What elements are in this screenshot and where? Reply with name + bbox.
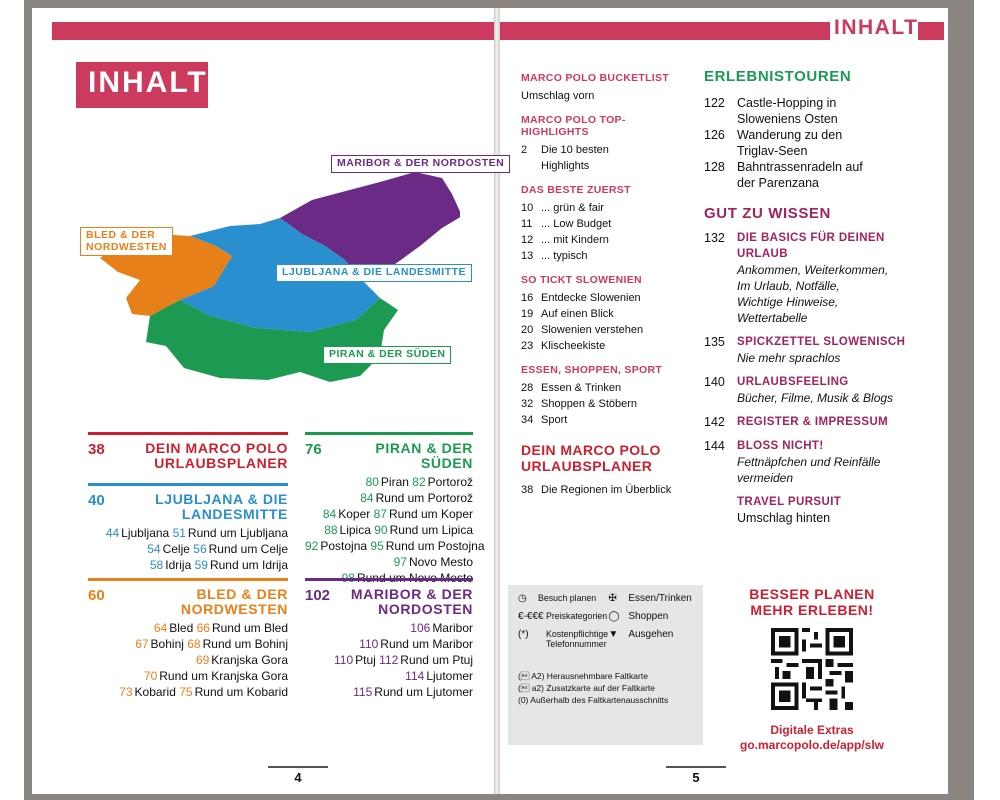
toc-entry-page: 132 — [704, 231, 725, 245]
region-rows — [88, 620, 288, 700]
toc-entry — [521, 232, 691, 248]
legend-note: ( a2) Zusatzkarte auf der Faltkarte — [518, 683, 655, 693]
toc-entry-heading: REGISTER & IMPRESSUM — [737, 416, 889, 428]
toc-entry-text: Rund um Koper — [388, 507, 473, 522]
legend-label: Preiskategorien — [546, 611, 608, 621]
toc-entry-heading: DIE BASICS FÜR DEINEN — [737, 232, 885, 244]
toc-entry-desc: Im Urlaub, Notfälle, — [737, 279, 840, 293]
symbol-legend — [508, 585, 703, 745]
toc-entry-text: Castle-Hopping in — [737, 96, 837, 110]
region-title-line1: LJUBLJANA & DIE — [155, 491, 288, 507]
toc-entry-bloss-nicht — [704, 438, 934, 486]
section-heading: ESSEN, SHOPPEN, SPORT — [521, 364, 663, 376]
promo-headline-1: BESSER PLANEN — [749, 586, 875, 602]
section-heading: DAS BESTE ZUERST — [521, 184, 631, 196]
section-heading: MARCO POLO BUCKETLIST — [521, 72, 670, 84]
toc-entry-page: 44 — [105, 526, 120, 541]
toc-entry-page: 84 — [360, 491, 374, 506]
toc-entry-page: 10 — [521, 202, 534, 214]
clock-icon: ◷ — [518, 593, 527, 604]
cutlery-icon: ✠ — [608, 593, 617, 604]
toc-entry — [521, 338, 691, 354]
toc-entry-page: 135 — [704, 335, 725, 349]
toc-entry-tour — [704, 127, 934, 159]
toc-entry-page: 13 — [521, 250, 534, 262]
toc-entry-text: Rund um Ptuj — [400, 653, 473, 668]
toc-entry-desc: Nie mehr sprachlos — [737, 351, 841, 365]
toc-entry-text: Rund um Idrija — [209, 558, 288, 573]
toc-row — [88, 668, 288, 684]
toc-row — [305, 554, 473, 570]
toc-entry-text: Die 10 besten — [541, 144, 609, 156]
toc-row — [88, 636, 288, 652]
toc-entry-page: 90 — [374, 523, 388, 538]
toc-entry-page: 87 — [373, 507, 387, 522]
header-stripe-left — [52, 22, 494, 40]
toc-entry-page: 114 — [405, 669, 425, 684]
toc-entry-desc: Bücher, Filme, Musik & Blogs — [737, 391, 894, 405]
toc-entry-page: 73 — [119, 685, 133, 700]
toc-entry — [521, 216, 691, 232]
toc-entry-page: 58 — [149, 558, 164, 573]
region-title-line1: BLED & DER — [196, 586, 288, 602]
toc-entry-desc: Wettertabelle — [737, 311, 808, 325]
toc-entry-page: 11 — [521, 218, 533, 230]
region-page: 102 — [305, 587, 331, 604]
toc-entry-text: Klischeekiste — [541, 340, 606, 352]
toc-entry-text: Sport — [541, 414, 568, 426]
toc-entry-page: 126 — [704, 128, 725, 142]
toc-entry-text: Wanderung zu den — [737, 128, 843, 142]
section-heading-line1: DEIN MARCO POLO — [521, 442, 661, 458]
promo-extras-label: Digitale Extras — [770, 723, 854, 737]
toc-entry-text: Ljubljana — [121, 526, 170, 541]
region-page: 60 — [88, 587, 105, 604]
toc-entry-page: 20 — [521, 324, 534, 336]
toc-entry-page: 54 — [147, 542, 161, 557]
toc-entry-page: 144 — [704, 439, 725, 453]
toc-section-highlights — [521, 114, 691, 174]
toc-row — [305, 522, 473, 538]
toc-entry-text: Bahntrassenradeln auf — [737, 160, 863, 174]
toc-entry-page: 59 — [194, 558, 208, 573]
toc-entry-page: 97 — [393, 555, 407, 570]
toc-row — [88, 620, 288, 636]
toc-entry-basics — [704, 230, 934, 326]
erlebnis-list — [704, 95, 934, 191]
toc-row — [305, 652, 473, 668]
toc-entry-heading: BLOSS NICHT! — [737, 440, 824, 452]
toc-entry-heading: URLAUBSFEELING — [737, 376, 849, 388]
page-number-rule — [666, 766, 726, 768]
legend-label: Shoppen — [628, 611, 669, 622]
legend-note: (0) Außerhalb des Faltkartenausschnitts — [518, 695, 669, 705]
map-label-maribor: MARIBOR & DER NORDOSTEN — [331, 155, 510, 173]
toc-entry-text: Portorož — [427, 475, 473, 490]
region-title-line2: URLAUBSPLANER — [154, 454, 288, 471]
region-rows — [305, 474, 485, 586]
cocktail-glass-icon: ▼ — [608, 629, 619, 640]
toc-entry-text: Rund um Celje — [208, 542, 288, 557]
toc-entry-text: Rund um Ljutomer — [374, 685, 473, 700]
toc-entry-spickzettel — [704, 334, 934, 366]
toc-entry-page: 64 — [153, 621, 168, 636]
region-piran — [305, 432, 485, 586]
toc-entry-text: ... mit Kindern — [541, 234, 609, 246]
toc-entry-text: Novo Mesto — [408, 555, 473, 570]
toc-entry-text: Rund um Maribor — [380, 637, 473, 652]
toc-section-bucketlist — [521, 72, 691, 104]
toc-row — [88, 525, 288, 541]
toc-entry-text: ... Low Budget — [541, 218, 612, 230]
toc-entry-page: 92 — [305, 539, 319, 554]
toc-section-tickt — [521, 274, 691, 354]
toc-entry-text: Highlights — [541, 160, 590, 172]
toc-entry-page: 32 — [521, 398, 534, 410]
toc-entry-text: der Parenzana — [737, 176, 820, 190]
promo-headline-2: MEHR ERLEBEN! — [750, 602, 874, 618]
toc-row — [88, 541, 288, 557]
toc-entry-text: Rund um Portorož — [375, 491, 473, 506]
region-page: 40 — [88, 492, 105, 509]
map-label-bled — [80, 227, 173, 256]
book-spine — [494, 8, 500, 794]
toc-entry-text: Triglav-Seen — [737, 144, 808, 158]
page-title: INHALT — [76, 62, 208, 108]
toc-row — [88, 652, 288, 668]
region-title-line2: NORDOSTEN — [378, 600, 473, 617]
region-rows — [88, 525, 288, 573]
toc-entry-text: Rund um Lipica — [389, 523, 473, 538]
map-label-bled-line2: NORDWESTEN — [86, 240, 167, 253]
toc-section-zuerst — [521, 184, 691, 264]
toc-entry-page: 70 — [143, 669, 158, 684]
legend-label: Kostenpflichtige — [546, 629, 609, 639]
toc-entry-text: Piran — [380, 475, 409, 490]
page-number-rule — [268, 766, 328, 768]
toc-entry-text: Kobarid — [134, 685, 176, 700]
toc-entry-page: 122 — [704, 96, 725, 110]
toc-entry-text: Rund um Kobarid — [194, 685, 288, 700]
toc-entry — [521, 248, 691, 264]
toc-entry-text: Postojna — [320, 539, 368, 554]
toc-entry-page: 28 — [521, 382, 534, 394]
toc-entry-tour — [704, 95, 934, 127]
page-number-text: 5 — [692, 770, 700, 785]
region-page: 76 — [305, 441, 322, 458]
toc-row — [305, 684, 473, 700]
toc-list — [521, 200, 691, 264]
toc-entry-heading: TRAVEL PURSUIT — [737, 496, 842, 508]
toc-entry-page: 23 — [521, 340, 534, 352]
region-title-line1: PIRAN & DER SÜDEN — [375, 440, 473, 471]
legend-symbol: (*) — [518, 629, 529, 640]
corner-heading: INHALT — [834, 16, 919, 39]
page-number-left — [268, 766, 328, 785]
toc-entry-page: 56 — [193, 542, 207, 557]
toc-entry-desc: Fettnäpfchen und Reinfälle — [737, 455, 881, 469]
toc-entry-text: Rund um Bohinj — [202, 637, 288, 652]
toc-entry-text: Essen & Trinken — [541, 382, 622, 394]
region-bar — [88, 432, 288, 435]
header-stripe-corner — [918, 22, 944, 40]
toc-entry-page: 140 — [704, 375, 725, 389]
legend-label: Essen/Trinken — [628, 593, 692, 604]
region-bar — [305, 432, 473, 435]
region-bar — [88, 578, 288, 581]
region-bar — [305, 578, 473, 581]
toc-entry-desc: Ankommen, Weiterkommen, — [737, 263, 889, 277]
toc-entry: Umschlag vorn — [521, 90, 595, 102]
toc-row — [305, 490, 473, 506]
region-title-line1: MARIBOR & DER — [350, 586, 473, 602]
toc-entry — [521, 290, 691, 306]
toc-entry — [521, 322, 691, 338]
toc-section-essen — [521, 364, 691, 428]
toc-entry-page: 82 — [412, 475, 426, 490]
toc-row — [305, 620, 473, 636]
toc-entry-page: 128 — [704, 160, 725, 174]
toc-entry-text: Entdecke Slowenien — [541, 292, 641, 304]
toc-entry-page: 115 — [353, 685, 373, 700]
toc-entry — [521, 380, 691, 396]
toc-entry-text: Rund um Kranjska Gora — [159, 669, 288, 684]
toc-entry-page: 66 — [196, 621, 210, 636]
toc-entry-tour — [704, 159, 934, 191]
page-number-text: 4 — [294, 770, 302, 785]
region-bar — [88, 483, 288, 486]
map-label-ljubljana: LJUBLJANA & DIE LANDESMITTE — [276, 264, 472, 282]
toc-entry-text: ... typisch — [541, 250, 588, 262]
section-heading-erlebnistouren: ERLEBNISTOUREN — [704, 68, 852, 85]
toc-entry-heading: URLAUB — [737, 248, 788, 260]
section-heading-line2: URLAUBSPLANER — [521, 458, 653, 475]
region-title-line2: NORDWESTEN — [180, 600, 288, 617]
toc-entry-text: Rund um Ljubljana — [187, 526, 288, 541]
toc-entry-text: Bohinj — [150, 637, 184, 652]
toc-row — [305, 636, 473, 652]
header-stripe-right — [500, 22, 830, 40]
legend-label: Ausgehen — [628, 629, 674, 640]
toc-list — [521, 380, 691, 428]
toc-entry-desc: vermeiden — [737, 471, 794, 485]
toc-entry-text: Umschlag hinten — [737, 511, 831, 525]
qr-code[interactable] — [771, 628, 853, 710]
region-title-line2: LANDESMITTE — [181, 505, 288, 522]
toc-column-right — [704, 68, 934, 526]
toc-entry-page: 80 — [365, 475, 379, 490]
toc-entry-page: 112 — [379, 653, 399, 668]
toc-list — [521, 290, 691, 354]
region-maribor — [305, 578, 473, 700]
toc-entry-travel-pursuit — [704, 494, 934, 526]
promo-url[interactable]: go.marcopolo.de/app/slw — [739, 738, 885, 752]
toc-entry-text: Rund um Bled — [211, 621, 288, 636]
toc-entry-text: ... grün & fair — [541, 202, 604, 214]
digital-extras-promo — [712, 586, 912, 753]
legend-label: Besuch planen — [538, 593, 597, 603]
region-planer — [88, 432, 288, 470]
toc-entry-page: 106 — [410, 621, 431, 636]
region-rows — [305, 620, 473, 700]
region-ljubljana — [88, 483, 288, 573]
toc-entry — [521, 200, 691, 216]
toc-entry-text: Koper — [338, 507, 371, 522]
toc-entry-page: 142 — [704, 415, 725, 429]
toc-entry-page: 88 — [324, 523, 338, 538]
legend-symbol: €-€€€ — [518, 611, 544, 622]
toc-entry-page: 38 — [521, 484, 534, 497]
toc-column-left — [521, 72, 691, 508]
section-heading-wissen: GUT ZU WISSEN — [704, 205, 831, 222]
toc-entry-page: 51 — [172, 526, 186, 541]
toc-entry-text: Kranjska Gora — [211, 653, 288, 668]
toc-entry-page: 75 — [179, 685, 193, 700]
toc-entry-text: Sloweniens Osten — [737, 112, 838, 126]
toc-entry — [521, 396, 691, 412]
toc-entry-page: 67 — [135, 637, 149, 652]
toc-entry-text: Idrija — [165, 558, 192, 573]
section-heading: MARCO POLO TOP-HIGHLIGHTS — [521, 114, 626, 138]
toc-section-planer — [521, 442, 691, 498]
region-page: 38 — [88, 441, 105, 458]
toc-entry-page: 34 — [521, 414, 534, 426]
toc-row — [88, 557, 288, 573]
toc-entry-page: 12 — [521, 234, 534, 246]
toc-entry-text: Maribor — [432, 621, 473, 636]
toc-entry — [521, 306, 691, 322]
toc-entry-text: Ljutomer — [426, 669, 473, 684]
toc-entry-page: 68 — [187, 637, 201, 652]
toc-entry-page: 69 — [195, 653, 210, 668]
toc-row — [88, 684, 288, 700]
toc-entry-text: Bled — [169, 621, 194, 636]
map-label-bled-line1: BLED & DER — [86, 229, 156, 241]
toc-entry-page: 19 — [521, 308, 534, 320]
toc-entry-page: 110 — [333, 653, 354, 668]
region-title-line1: DEIN MARCO POLO — [145, 440, 288, 456]
toc-row — [305, 506, 473, 522]
toc-entry-page: 95 — [370, 539, 384, 554]
toc-row — [305, 538, 485, 554]
toc-entry-text: Rund um Postojna — [385, 539, 485, 554]
region-bled — [88, 578, 288, 700]
toc-entry-text: Die Regionen im Überblick — [541, 484, 672, 497]
shopping-basket-icon: ◯ — [608, 611, 620, 622]
toc-entry-text: Lipica — [339, 523, 371, 538]
toc-entry-desc: Wichtige Hinweise, — [737, 295, 839, 309]
toc-entry-urlaubsfeeling — [704, 374, 934, 406]
page-number-right — [666, 766, 726, 785]
toc-entry-register — [704, 414, 934, 430]
legend-note: ( A2) Herausnehmbare Faltkarte — [518, 671, 648, 681]
toc-row — [305, 474, 473, 490]
toc-row — [305, 668, 473, 684]
toc-entry-page: 84 — [322, 507, 337, 522]
toc-entry-text: Celje — [162, 542, 190, 557]
legend-label: Telefonnummer — [546, 639, 607, 649]
section-heading: SO TICKT SLOWENIEN — [521, 274, 642, 286]
toc-entry — [521, 412, 691, 428]
toc-entry-page: 110 — [359, 637, 379, 652]
toc-entry-text: Ptuj — [355, 653, 376, 668]
toc-entry-text: Auf einen Blick — [541, 308, 614, 320]
map-label-piran: PIRAN & DER SÜDEN — [323, 346, 451, 364]
toc-entry-page: 16 — [521, 292, 534, 304]
toc-entry-text: Shoppen & Stöbern — [541, 398, 638, 410]
toc-entry-page: 2 — [521, 144, 528, 156]
toc-entry-heading: SPICKZETTEL SLOWENISCH — [737, 336, 906, 348]
toc-entry-text: Slowenien verstehen — [541, 324, 644, 336]
